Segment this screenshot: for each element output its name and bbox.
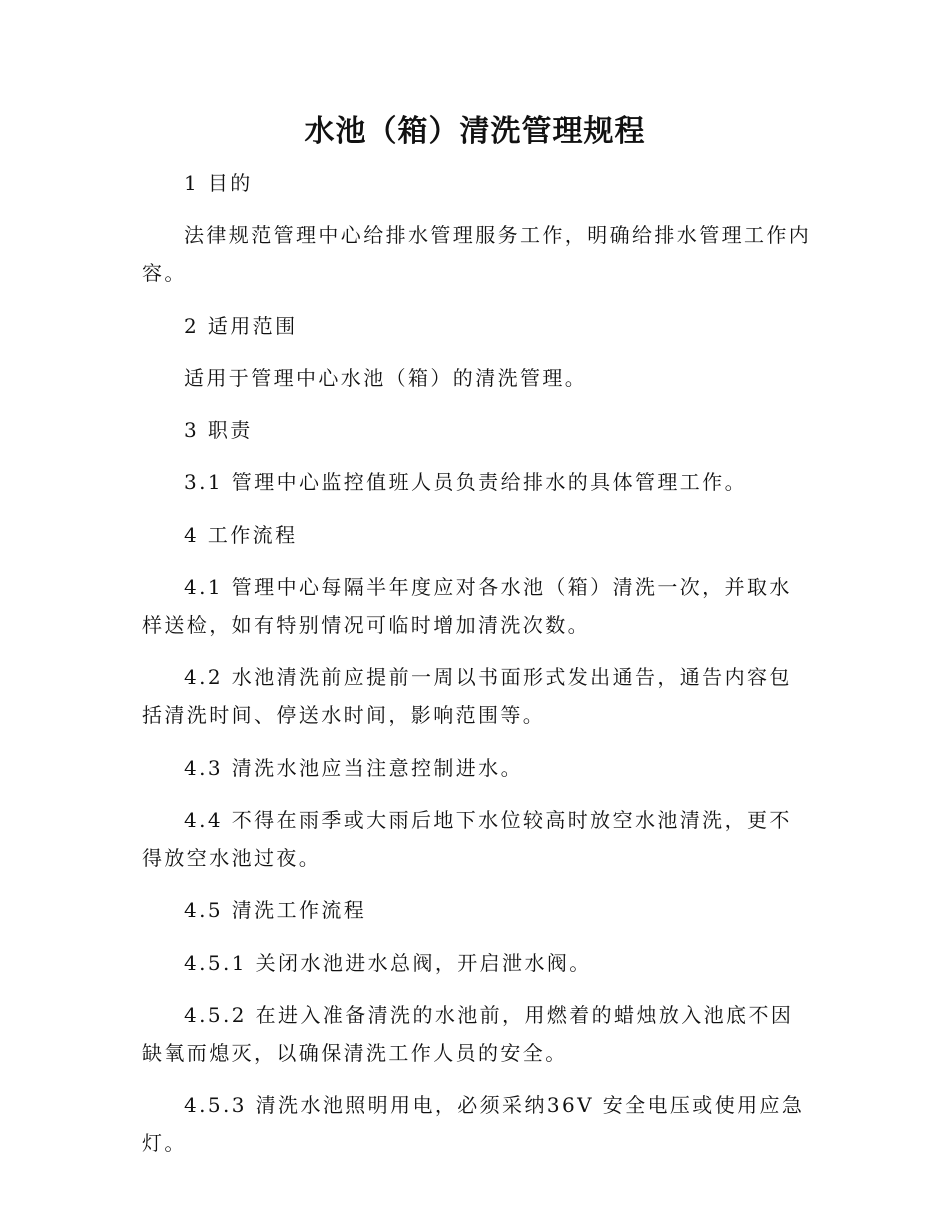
paragraph-4-4: 4.4 不得在雨季或大雨后地下水位较高时放空水池清洗，更不得放空水池过夜。 xyxy=(142,808,792,870)
paragraph-4-5-1: 4.5.1 关闭水池进水总阀，开启泄水阀。 xyxy=(184,951,592,975)
heading-workflow: 4 工作流程 xyxy=(184,523,298,547)
paragraph-4-5-3: 4.5.3 清洗水池照明用电，必须采纳36V 安全电压或使用应急灯。 xyxy=(142,1093,805,1155)
heading-responsibility: 3 职责 xyxy=(184,418,253,442)
heading-scope: 2 适用范围 xyxy=(184,314,298,338)
paragraph-4-2: 4.2 水池清洗前应提前一周以书面形式发出通告，通告内容包括清洗时间、停送水时间，影响范围等。 xyxy=(142,665,792,727)
paragraph-scope: 适用于管理中心水池（箱）的清洗管理。 xyxy=(184,366,588,390)
paragraph-4-3: 4.3 清洗水池应当注意控制进水。 xyxy=(184,756,523,780)
document-title: 水池（箱）清洗管理规程 xyxy=(304,114,646,149)
paragraph-3-1: 3.1 管理中心监控值班人员负责给排水的具体管理工作。 xyxy=(184,470,747,494)
paragraph-4-5-2: 4.5.2 在进入准备清洗的水池前，用燃着的蜡烛放入池底不因缺氧而熄灭，以确保清洗工作人员的安全。 xyxy=(142,1003,794,1065)
heading-purpose: 1 目的 xyxy=(184,171,253,195)
paragraph-4-1: 4.1 管理中心每隔半年度应对各水池（箱）清洗一次，并取水样送检，如有特别情况可临时增加清洗次数。 xyxy=(142,575,792,637)
paragraph-purpose: 法律规范管理中心给排水管理服务工作，明确给排水管理工作内容。 xyxy=(142,223,812,285)
heading-4-5: 4.5 清洗工作流程 xyxy=(184,898,367,922)
